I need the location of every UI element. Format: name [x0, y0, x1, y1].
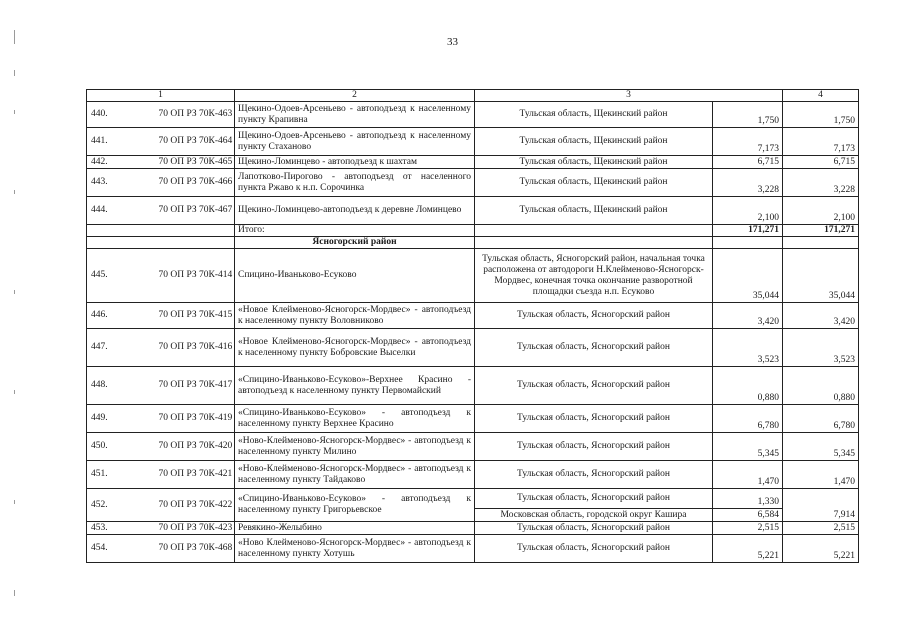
road-code: 70 ОП РЗ 70К-467: [137, 197, 235, 225]
binder-margin-marks: [14, 30, 16, 630]
road-region: Тульская область, Ясногорский район: [475, 461, 713, 489]
row-number: 440.: [87, 102, 137, 128]
table-row: [87, 102, 859, 128]
road-length: 0,880: [713, 367, 783, 405]
table-row: [87, 156, 859, 169]
road-name: «Спицино-Иваньково-Есуково» - автоподъезд к населенному пункту Верхнее Красино: [235, 405, 475, 433]
row-number: 448.: [87, 367, 137, 405]
road-region: Московская область, городской округ Кашира: [475, 509, 713, 522]
road-total: 6,715: [783, 156, 859, 169]
road-region: Тульская область, Щекинский район: [475, 102, 713, 128]
road-code: 70 ОП РЗ 70К-414: [137, 249, 235, 303]
road-region: Тульская область, Ясногорский район: [475, 367, 713, 405]
road-region: Тульская область, Щекинский район: [475, 197, 713, 225]
road-name: Ревякино-Желыбино: [235, 522, 475, 535]
road-name: «Новое Клейменово-Ясногорск-Мордвес» - автоподъезд к населенному пункту Воловниково: [235, 303, 475, 329]
road-name: Щекино-Одоев-Арсеньево - автоподъезд к населенному пункту Крапивна: [235, 102, 475, 128]
table-row: [87, 522, 859, 535]
road-name: «Ново-Клейменово-Ясногорск-Мордвес» - автоподъезд к населенному пункту Милино: [235, 433, 475, 461]
table-row: [87, 367, 859, 405]
header-col-3: 3: [475, 90, 783, 102]
road-region: Тульская область, Ясногорский район: [475, 405, 713, 433]
row-number: 445.: [87, 249, 137, 303]
section-blank: [783, 237, 859, 249]
road-name: «Ново Клейменово-Ясногорск-Мордвес» - автоподъезд к населенному пункту Хотушь: [235, 535, 475, 563]
table-row: [87, 433, 859, 461]
row-number: 446.: [87, 303, 137, 329]
road-length: 5,221: [713, 535, 783, 563]
road-name: Щекино-Одоев-Арсеньево - автоподъезд к населенному пункту Стаханово: [235, 128, 475, 156]
road-code: 70 ОП РЗ 70К-420: [137, 433, 235, 461]
section-row: [87, 237, 859, 249]
road-total: 7,914: [783, 489, 859, 522]
road-length: 3,523: [713, 329, 783, 367]
subtotal-total: 171,271: [783, 225, 859, 237]
table-row: [87, 405, 859, 433]
table-row: [87, 461, 859, 489]
road-name: Щекино-Ломинцево-автоподъезд к деревне Ломинцево: [235, 197, 475, 225]
subtotal-blank: [137, 225, 235, 237]
section-blank: [713, 237, 783, 249]
table-row: [87, 535, 859, 563]
road-name: Лапотково-Пирогово - автоподъезд от населенного пункта Ржаво к н.п. Сорочинка: [235, 169, 475, 197]
section-blank: [137, 237, 235, 249]
road-region: Тульская область, Ясногорский район: [475, 303, 713, 329]
road-code: 70 ОП РЗ 70К-415: [137, 303, 235, 329]
subtotal-label: Итого:: [235, 225, 475, 237]
road-code: 70 ОП РЗ 70К-465: [137, 156, 235, 169]
road-region: Тульская область, Ясногорский район: [475, 522, 713, 535]
row-number: 451.: [87, 461, 137, 489]
road-length: 3,420: [713, 303, 783, 329]
road-name: «Спицино-Иваньково-Есуково»-Верхнее Красино - автоподъезд к населенному пункту Первомайский: [235, 367, 475, 405]
road-total: 3,523: [783, 329, 859, 367]
road-name: Щекино-Ломинцево - автоподъезд к шахтам: [235, 156, 475, 169]
road-length: 6,715: [713, 156, 783, 169]
section-blank: [475, 237, 713, 249]
road-length: 5,345: [713, 433, 783, 461]
road-code: 70 ОП РЗ 70К-417: [137, 367, 235, 405]
road-code: 70 ОП РЗ 70К-463: [137, 102, 235, 128]
row-number: 454.: [87, 535, 137, 563]
road-length: 1,750: [713, 102, 783, 128]
road-region: Тульская область, Щекинский район: [475, 169, 713, 197]
road-total: 1,750: [783, 102, 859, 128]
road-region: Тульская область, Щекинский район: [475, 128, 713, 156]
row-number: 443.: [87, 169, 137, 197]
road-total: 5,221: [783, 535, 859, 563]
road-code: 70 ОП РЗ 70К-416: [137, 329, 235, 367]
road-code: 70 ОП РЗ 70К-464: [137, 128, 235, 156]
table-row: [87, 329, 859, 367]
table-row: [87, 197, 859, 225]
road-code: 70 ОП РЗ 70К-422: [137, 489, 235, 522]
road-length: 1,330: [713, 489, 783, 509]
road-length: 7,173: [713, 128, 783, 156]
road-total: 6,780: [783, 405, 859, 433]
subtotal-blank: [87, 225, 137, 237]
road-length: 6,780: [713, 405, 783, 433]
road-code: 70 ОП РЗ 70К-423: [137, 522, 235, 535]
row-number: 444.: [87, 197, 137, 225]
road-length: 6,584: [713, 509, 783, 522]
road-region: Тульская область, Ясногорский район: [475, 329, 713, 367]
table-row: [87, 169, 859, 197]
subtotal-blank: [475, 225, 713, 237]
road-length: 3,228: [713, 169, 783, 197]
road-region: Тульская область, Щекинский район: [475, 156, 713, 169]
road-total: 3,228: [783, 169, 859, 197]
road-region: Тульская область, Ясногорский район: [475, 489, 713, 509]
road-name: «Новое Клейменово-Ясногорск-Мордвес» - автоподъезд к населенному пункту Бобровские Выселки: [235, 329, 475, 367]
road-total: 2,100: [783, 197, 859, 225]
row-number: 447.: [87, 329, 137, 367]
road-length: 35,044: [713, 249, 783, 303]
road-total: 2,515: [783, 522, 859, 535]
road-total: 7,173: [783, 128, 859, 156]
road-region: Тульская область, Ясногорский район: [475, 433, 713, 461]
header-row: [87, 90, 859, 102]
row-number: 441.: [87, 128, 137, 156]
row-number: 450.: [87, 433, 137, 461]
subtotal-row: [87, 225, 859, 237]
section-title: Ясногорский район: [235, 237, 475, 249]
road-code: 70 ОП РЗ 70К-466: [137, 169, 235, 197]
row-number: 453.: [87, 522, 137, 535]
road-length: 1,470: [713, 461, 783, 489]
page-number: 33: [447, 36, 458, 48]
road-code: 70 ОП РЗ 70К-421: [137, 461, 235, 489]
road-length: 2,100: [713, 197, 783, 225]
road-total: 3,420: [783, 303, 859, 329]
header-col-4: 4: [783, 90, 859, 102]
road-region: Тульская область, Ясногорский район, начальная точка расположена от автодороги Н.Клейменово-Ясногорск-Мордвес, конечная точка окончание разворотной площадки съезда н.п. Есуково: [475, 249, 713, 303]
table-row: [87, 128, 859, 156]
table-row: [87, 303, 859, 329]
road-total: 35,044: [783, 249, 859, 303]
table-row: [87, 489, 859, 509]
row-number: 442.: [87, 156, 137, 169]
road-region: Тульская область, Ясногорский район: [475, 535, 713, 563]
road-total: 0,880: [783, 367, 859, 405]
road-name: «Спицино-Иваньково-Есуково» - автоподъезд к населенному пункту Григорьевское: [235, 489, 475, 522]
row-number: 449.: [87, 405, 137, 433]
row-number: 452.: [87, 489, 137, 522]
road-code: 70 ОП РЗ 70К-468: [137, 535, 235, 563]
road-length: 2,515: [713, 522, 783, 535]
road-total: 5,345: [783, 433, 859, 461]
road-name: Спицино-Иваньково-Есуково: [235, 249, 475, 303]
roads-table: [86, 89, 859, 563]
header-col-2: 2: [235, 90, 475, 102]
section-blank: [87, 237, 137, 249]
road-name: «Ново-Клейменово-Ясногорск-Мордвес» - автоподъезд к населенному пункту Тайдаково: [235, 461, 475, 489]
subtotal-length: 171,271: [713, 225, 783, 237]
road-code: 70 ОП РЗ 70К-419: [137, 405, 235, 433]
table-row: [87, 249, 859, 303]
road-total: 1,470: [783, 461, 859, 489]
header-col-1: 1: [87, 90, 235, 102]
